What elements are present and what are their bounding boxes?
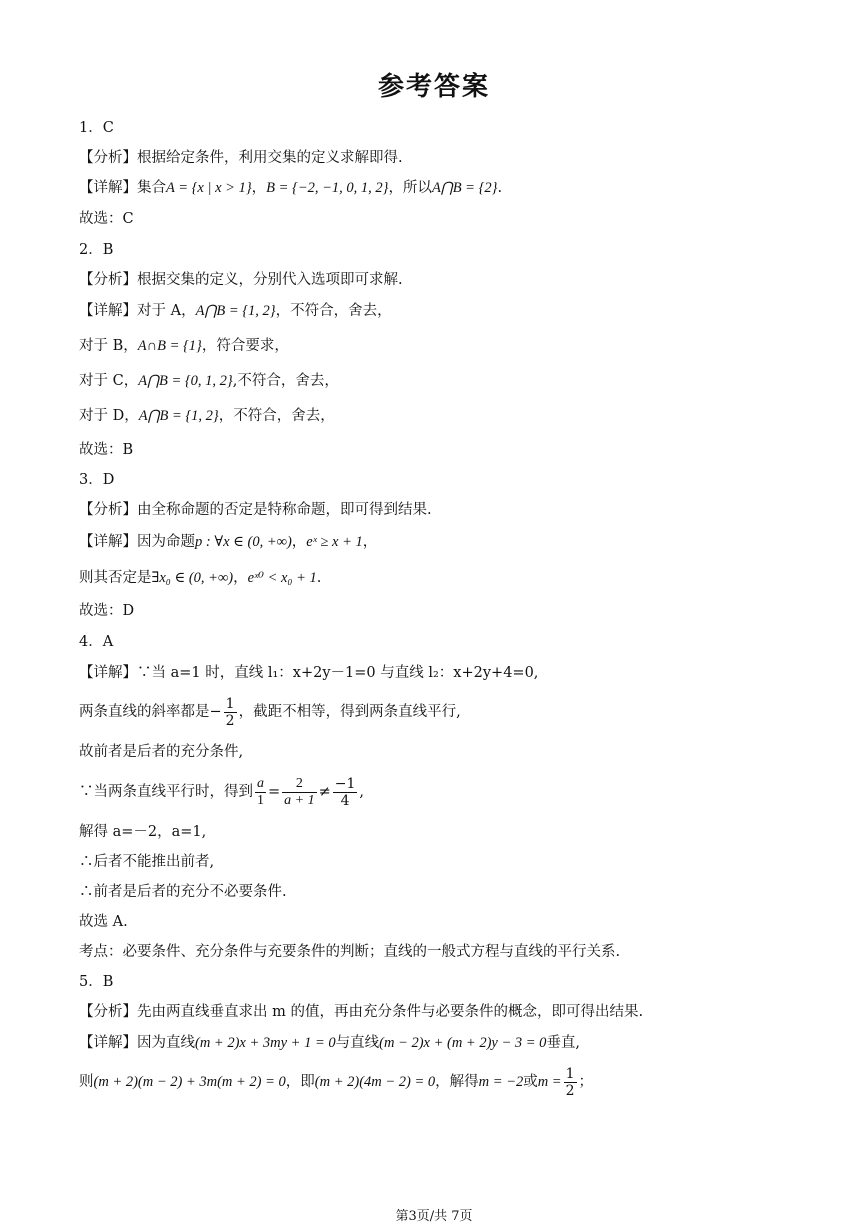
q4-detail-6: ∴后者不能推出前者, [79, 854, 215, 870]
q4-detail-3: 故前者是后者的充分条件, [79, 744, 244, 760]
math-intersection: A⋂B = {2} [431, 180, 498, 196]
q4-key-points: 考点：必要条件、充分条件与充要条件的判断；直线的一般式方程与直线的平行关系. [79, 944, 621, 960]
q1-number: 1．C [79, 120, 114, 136]
q2-analysis: 【分析】根据交集的定义，分别代入选项即可求解. [79, 272, 403, 288]
math-set-b: B = {−2, −1, 0, 1, 2} [266, 180, 389, 196]
q3-number: 3．D [79, 472, 115, 488]
fraction: $\frac{1}{2}$ [565, 1065, 575, 1099]
q4-detail-2: 两条直线的斜率都是− $\frac{1}{2}$ ，截距不相等，得到两条直线平行, [79, 695, 461, 729]
q3-detail-a: 【详解】因为命题p : ∀x ∈ (0, +∞)，eˣ ≥ x + 1， [79, 534, 378, 550]
q1-detail: 【详解】集合A = {x | x > 1}，B = {−2, −1, 0, 1, 2}，所以A⋂B = {2}. [79, 180, 503, 196]
q2-detail-d: 对于 D，A⋂B = {1, 2}，不符合，舍去， [79, 408, 335, 424]
q4-detail-5: 解得 a=－2，a=1, [79, 824, 207, 840]
q1-answer: 故选：C [79, 211, 134, 227]
q2-answer: 故选：B [79, 442, 134, 458]
q4-detail-1: 【详解】∵当 a=1 时，直线 l₁：x+2y－1=0 与直线 l₂：x+2y+4=0, [79, 665, 539, 681]
q3-analysis: 【分析】由全称命题的否定是特称命题，即可得到结果. [79, 502, 432, 518]
q5-detail-2: 则(m + 2)(m − 2) + 3m(m + 2) = 0，即(m + 2)(4m − 2) = 0，解得m = −2或m = $\frac{1}{2}$ ； [79, 1065, 594, 1099]
q4-detail-7: ∴前者是后者的充分不必要条件. [79, 884, 287, 900]
fraction: $\frac{1}{2}$ [225, 695, 235, 729]
q3-detail-b: 则其否定是∃x₀ ∈ (0, +∞)，eˣ⁰ < x₀ + 1. [79, 570, 322, 586]
q4-detail-4: ∵当两条直线平行时，得到 $\frac{a}{1}$ = $\frac{2}{a + 1}$ ≠ $\frac{-1}{4}$ , [79, 775, 365, 809]
math-set-a: A = {x | x > 1} [166, 180, 252, 196]
q4-number: 4．A [79, 634, 114, 650]
q5-number: 5．B [79, 974, 114, 990]
q5-detail-1: 【详解】因为直线(m + 2)x + 3my + 1 = 0与直线(m − 2)x + (m + 2)y − 3 = 0垂直, [79, 1035, 581, 1051]
q2-detail-b: 对于 B，A∩B = {1}，符合要求， [79, 338, 289, 354]
q4-answer: 故选 A. [79, 914, 128, 930]
fraction: $\frac{a}{1}$ [257, 775, 264, 808]
page-footer: 第3页/共 7页 [395, 1209, 473, 1224]
q2-number: 2．B [79, 242, 114, 258]
q2-detail-a: 【详解】对于 A，A⋂B = {1, 2}，不符合，舍去， [79, 303, 392, 319]
fraction: $\frac{2}{a + 1}$ [284, 775, 315, 808]
page-title: 参考答案 [377, 72, 490, 102]
fraction: $\frac{-1}{4}$ [334, 775, 356, 809]
q1-analysis: 【分析】根据给定条件，利用交集的定义求解即得. [79, 150, 403, 166]
q5-analysis: 【分析】先由两直线垂直求出 m 的值，再由充分条件与必要条件的概念，即可得出结果. [79, 1004, 644, 1020]
q2-detail-c: 对于 C，A⋂B = {0, 1, 2},不符合，舍去， [79, 373, 339, 389]
q3-answer: 故选：D [79, 603, 135, 619]
